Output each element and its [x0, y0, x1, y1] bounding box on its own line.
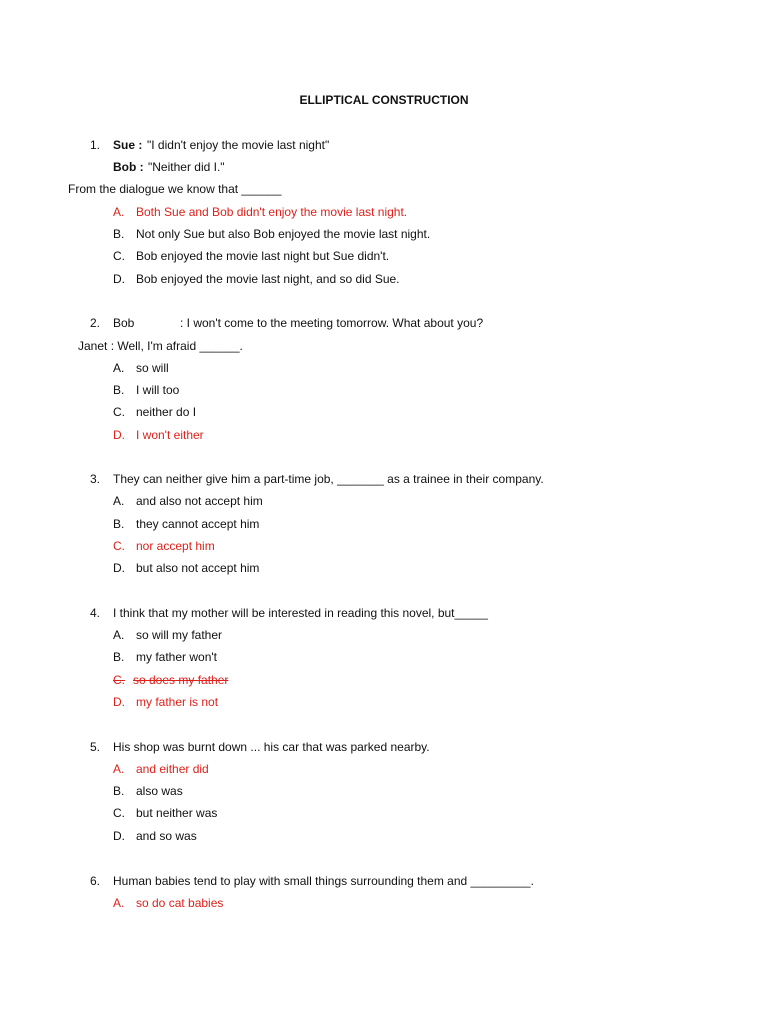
option-text: and also not accept him	[136, 494, 263, 508]
speaker-label: Sue :	[113, 138, 143, 152]
question-number: 4.	[90, 606, 101, 620]
option-text-answer: my father is not	[136, 695, 219, 709]
option-text: but also not accept him	[136, 561, 260, 575]
question-stem: They can neither give him a part-time job, _______ as a trainee in their company.	[113, 472, 544, 486]
option-letter: A.	[113, 628, 125, 642]
option-struck	[113, 673, 237, 687]
option-letter: D.	[113, 695, 125, 709]
option-text: but neither was	[136, 806, 218, 820]
option-text: and so was	[136, 829, 197, 843]
option-text-answer: Both Sue and Bob didn't enjoy the movie last night.	[136, 205, 408, 219]
option-text: also was	[136, 784, 183, 798]
option-letter: A.	[113, 361, 125, 375]
option-letter: D.	[113, 428, 125, 442]
option-letter: B.	[113, 227, 125, 241]
dialogue-line: "Neither did I."	[148, 160, 225, 174]
option-letter: D.	[113, 829, 125, 843]
option-letter: A.	[113, 494, 125, 508]
option-letter: B.	[113, 784, 125, 798]
option-text: Bob enjoyed the movie last night, and so did Sue.	[136, 272, 400, 286]
dialogue-line: : I won't come to the meeting tomorrow. What about you?	[180, 316, 484, 330]
option-text-answer: I won't either	[136, 428, 204, 442]
question-number: 3.	[90, 472, 101, 486]
option-letter: B.	[113, 650, 125, 664]
question-stem: From the dialogue we know that ______	[68, 182, 282, 196]
option-text: neither do I	[136, 405, 197, 419]
option-letter: C.	[113, 405, 125, 419]
option-text: Not only Sue but also Bob enjoyed the movie last night.	[136, 227, 431, 241]
question-number: 5.	[90, 740, 101, 754]
option-letter: B.	[113, 383, 125, 397]
option-text: my father won't	[136, 650, 217, 664]
dialogue-line: "I didn't enjoy the movie last night"	[147, 138, 330, 152]
option-text-answer: and either did	[136, 762, 209, 776]
question-stem: Human babies tend to play with small things surrounding them and _________.	[113, 874, 534, 888]
option-letter: A.	[113, 205, 125, 219]
option-letter: D.	[113, 272, 125, 286]
option-text-answer: so do cat babies	[136, 896, 224, 910]
option-text-answer: nor accept him	[136, 539, 215, 553]
dialogue-line: Janet : Well, I'm afraid ______.	[78, 339, 243, 353]
speaker-label: Bob	[113, 316, 135, 330]
option-letter: C.	[113, 806, 125, 820]
option-letter: C.	[113, 249, 125, 263]
option-letter: C.	[113, 673, 125, 687]
speaker-label: Bob :	[113, 160, 144, 174]
option-text: I will too	[136, 383, 180, 397]
question-number: 1.	[90, 138, 101, 152]
option-text: so will	[136, 361, 169, 375]
page-title: ELLIPTICAL CONSTRUCTION	[299, 93, 469, 107]
question-stem: I think that my mother will be interested in reading this novel, but_____	[113, 606, 488, 620]
question-number: 2.	[90, 316, 101, 330]
option-letter: A.	[113, 896, 125, 910]
option-letter: C.	[113, 539, 125, 553]
option-text: Bob enjoyed the movie last night but Sue didn't.	[136, 249, 390, 263]
question-stem: His shop was burnt down ... his car that was parked nearby.	[113, 740, 430, 754]
option-letter: D.	[113, 561, 125, 575]
question-number: 6.	[90, 874, 101, 888]
option-letter: A.	[113, 762, 125, 776]
option-text-struck: so does my father	[133, 673, 229, 687]
option-letter: B.	[113, 517, 125, 531]
option-text: they cannot accept him	[136, 517, 260, 531]
option-text: so will my father	[136, 628, 223, 642]
